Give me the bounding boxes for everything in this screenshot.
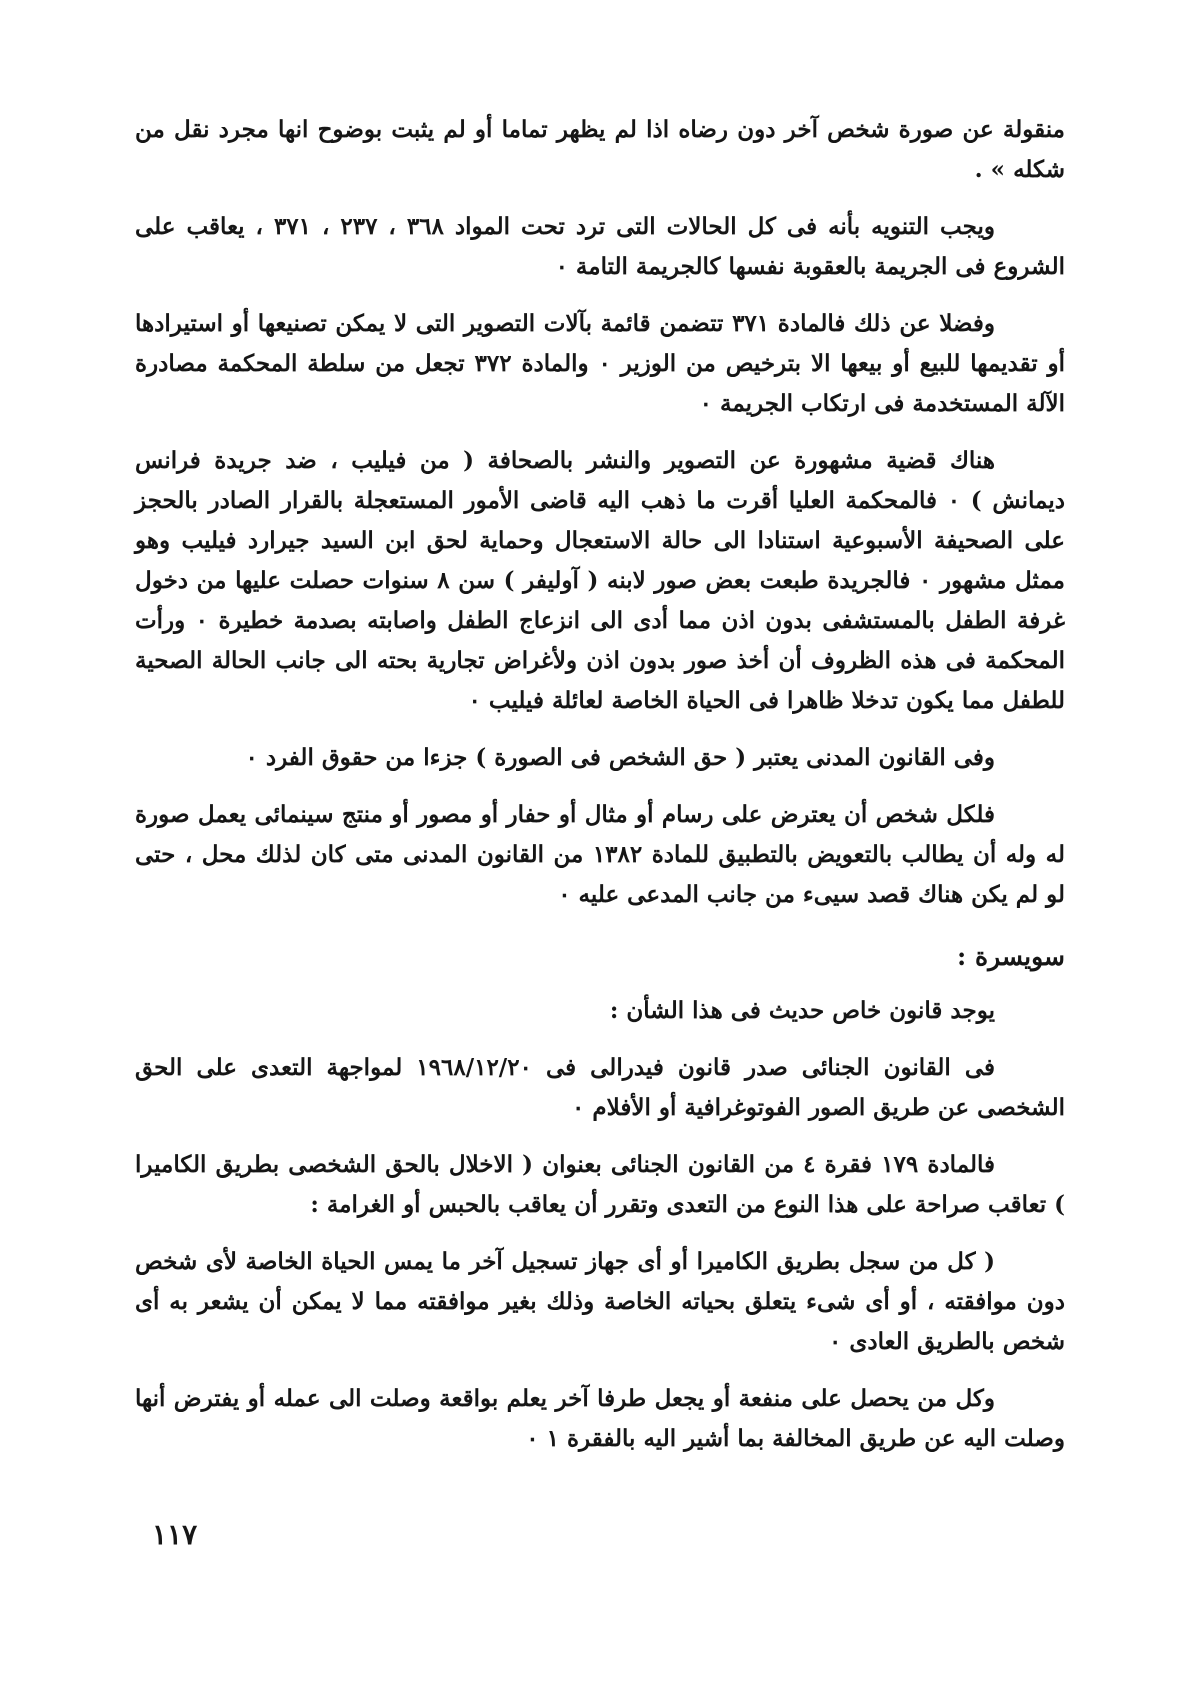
paragraph-1: منقولة عن صورة شخص آخر دون رضاه اذا لم يظهر تماما أو لم يثبت بوضوح انها مجرد نقل من شكله » . xyxy=(135,116,1065,183)
paragraph-9: فالمادة ١٧٩ فقرة ٤ من القانون الجنائى بعنوان ( الاخلال بالحق الشخصى بطريق الكاميرا ) تعاقب صراحة على هذا النوع من التعدى وتقرر أن يعاقب بالحبس أو الغرامة : xyxy=(135,1151,1065,1218)
paragraph-2: ويجب التنويه بأنه فى كل الحالات التى ترد تحت المواد ٣٦٨ ، ٢٣٧ ، ٣٧١ ، يعاقب على الشروع فى الجريمة بالعقوبة نفسها كالجريمة التامة ٠ xyxy=(135,213,1065,280)
paragraph-7: يوجد قانون خاص حديث فى هذا الشأن : xyxy=(609,997,995,1024)
paragraph-6: فلكل شخص أن يعترض على رسام أو مثال أو حفار أو مصور أو منتج سينمائى يعمل صورة له وله أن يطالب بالتعويض بالتطبيق للمادة ١٣٨٢ من القانون المدنى متى كان لذلك محل ، حتى لو لم يكن هناك قصد سيىء من جانب المدعى عليه ٠ xyxy=(135,801,1065,908)
document-page xyxy=(135,110,1065,1476)
paragraph-3: وفضلا عن ذلك فالمادة ٣٧١ تتضمن قائمة بآلات التصوير التى لا يمكن تصنيعها أو استيرادها أو تقديمها للبيع أو بيعها الا بترخيص من الوزير ٠ والمادة ٣٧٢ تجعل من سلطة المحكمة مصادرة الآلة المستخدمة فى ارتكاب الجريمة ٠ xyxy=(135,310,1065,417)
paragraph-10: ( كل من سجل بطريق الكاميرا أو أى جهاز تسجيل آخر ما يمس الحياة الخاصة لأى شخص دون موافقته ، أو أى شىء يتعلق بحياته الخاصة وذلك بغير موافقته مما لا يمكن أن يشعر به أى شخص بالطريق العادى ٠ xyxy=(135,1248,1065,1355)
paragraph-5: وفى القانون المدنى يعتبر ( حق الشخص فى الصورة ) جزءا من حقوق الفرد ٠ xyxy=(245,744,995,771)
paragraph-11: وكل من يحصل على منفعة أو يجعل طرفا آخر يعلم بواقعة وصلت الى عمله أو يفترض أنها وصلت اليه عن طريق المخالفة بما أشير اليه بالفقرة ١ ٠ xyxy=(135,1385,1065,1452)
section-heading: سويسرة : xyxy=(957,942,1065,971)
paragraph-4: هناك قضية مشهورة عن التصوير والنشر بالصحافة ( من فيليب ، ضد جريدة فرانس ديمانش ) ٠ فالمحكمة العليا أقرت ما ذهب اليه قاضى الأمور المستعجلة بالقرار الصادر بالحجز على الصحيفة الأسبوعية استنادا الى حالة الاستعجال وحماية لحق ابن السيد جيرارد فيليب وهو ممثل مشهور ٠ فالجريدة طبعت بعض صور لابنه ( آوليفر ) سن ٨ سنوات حصلت عليها من دخول غرفة الطفل بالمستشفى بدون اذن مما أدى الى انزعاج الطفل واصابته بصدمة خطيرة ٠ ورأت المحكمة فى هذه الظروف أن أخذ صور بدون اذن ولأغراض تجارية بحته الى جانب الحالة الصحية للطفل مما يكون تدخلا ظاهرا فى الحياة الخاصة لعائلة فيليب ٠ xyxy=(135,447,1065,714)
paragraph-8: فى القانون الجنائى صدر قانون فيدرالى فى ١٩٦٨/١٢/٢٠ لمواجهة التعدى على الحق الشخصى عن طريق الصور الفوتوغرافية أو الأفلام ٠ xyxy=(135,1054,1065,1121)
page-number: ١١٧ xyxy=(152,1518,198,1551)
